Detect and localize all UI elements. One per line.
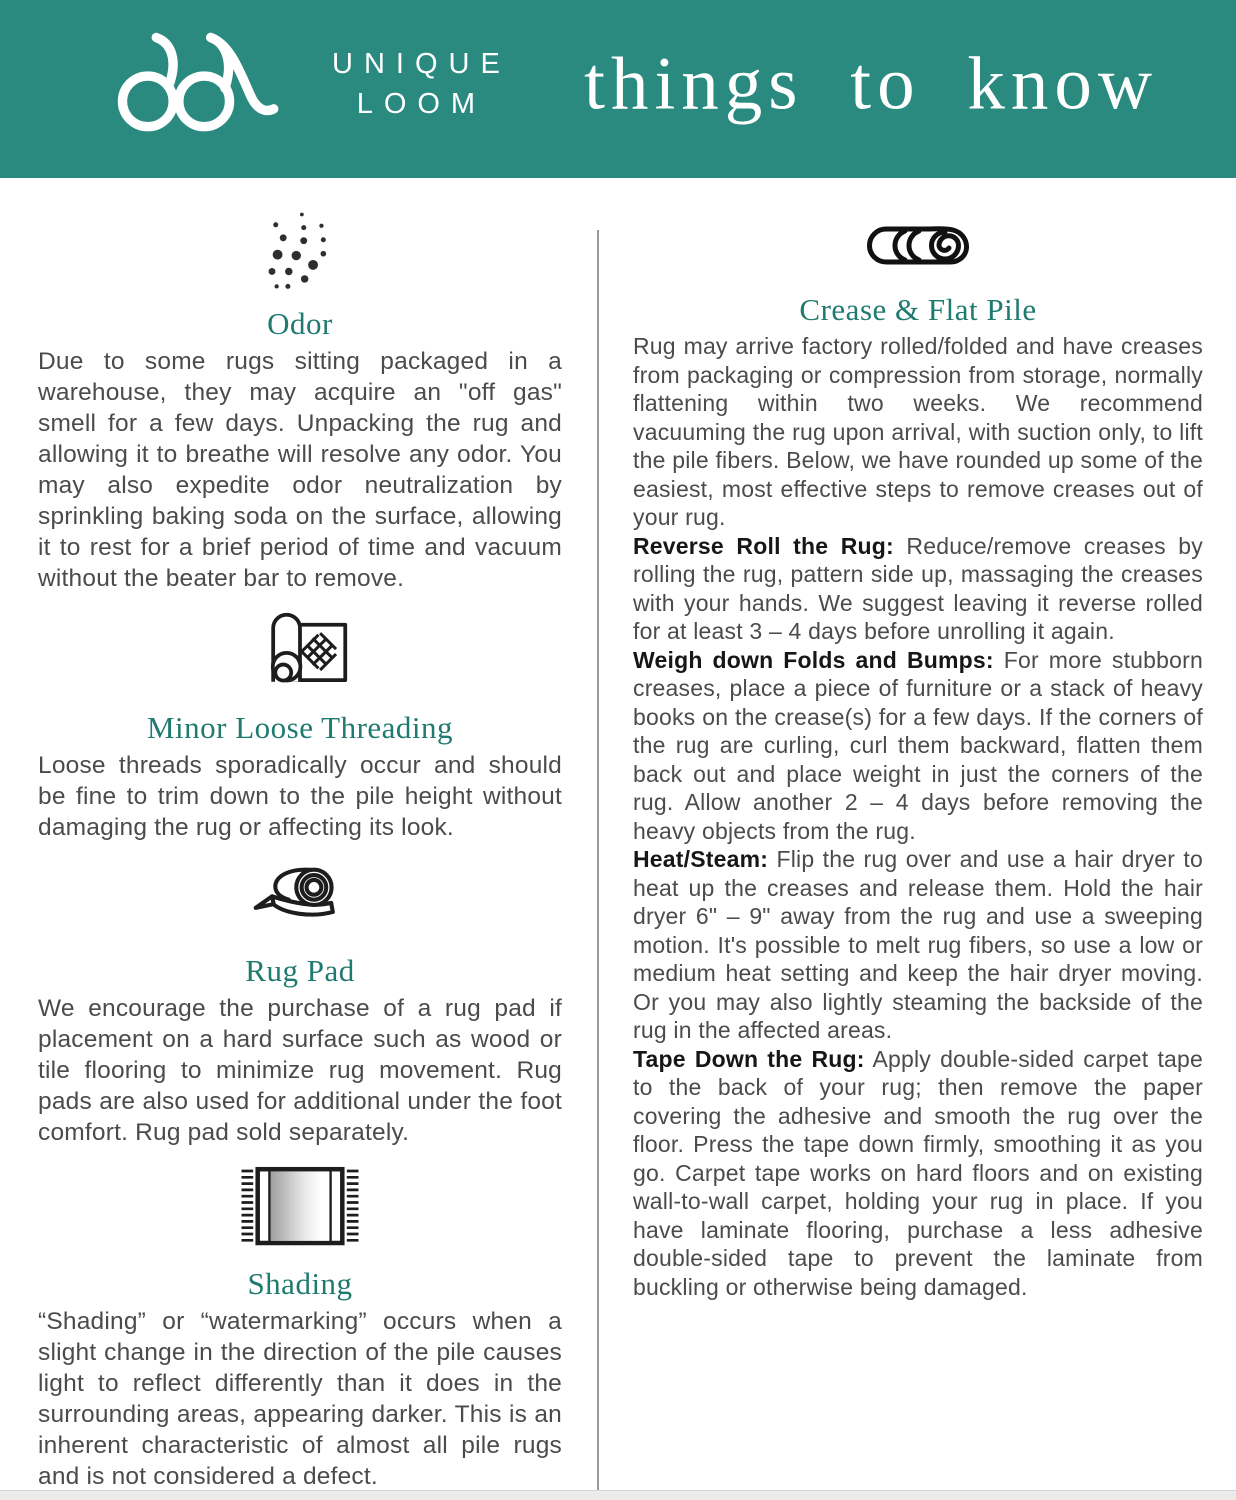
tip-weigh-down-label: Weigh down Folds and Bumps: xyxy=(633,646,994,673)
tip-heat-steam-label: Heat/Steam: xyxy=(633,846,769,872)
brand-line2: LOOM xyxy=(356,88,487,120)
section-shading xyxy=(38,1162,562,1492)
tip-heat-steam xyxy=(633,845,1203,1045)
rolled-rug-crosshatch-icon xyxy=(248,608,352,696)
rug-pad-roll-icon xyxy=(250,857,350,939)
section-odor xyxy=(38,208,562,594)
left-column xyxy=(38,178,562,1492)
unique-loom-logo-icon xyxy=(108,30,306,138)
tip-heat-steam-text: Flip the rug over and use a hair dryer to heat up the creases and release them. Hold the hair dryer 6" – 9" away from the rug and use a sweeping motion. It's possible to melt rug fibers, so use a low or medium heat setting and keep the hair dryer moving. Or you may also lightly steaming the backside of the rug in the affected areas. xyxy=(633,846,1203,1043)
rolled-rug-side-icon xyxy=(864,216,972,278)
brand-lockup xyxy=(108,30,511,138)
section-body-threading: Loose threads sporadically occur and should be fine to trim down to the pile height without damaging the rug or affecting its look. xyxy=(38,752,562,841)
odor-dots-icon xyxy=(267,208,333,292)
content-area xyxy=(0,178,1236,1491)
brand-line1: UNIQUE xyxy=(332,48,511,80)
section-body-rug-pad: We encourage the purchase of a rug pad if placement on a hard surface such as wood or tile flooring to minimize rug movement. Rug pads are also used for additional under the foot comfort. Rug pad sold separately. xyxy=(38,995,562,1146)
section-heading-odor: Odor xyxy=(267,306,333,341)
section-loose-threading xyxy=(38,608,562,843)
page-bottom-edge xyxy=(0,1490,1236,1500)
tip-weigh-down-text: For more stubborn creases, place a piece of furniture or a stack of heavy books on the crease(s) for a few days. If the corners of the rug are curling, curl them backward, flatten them back out and place weight in just the corners of the rug. Allow another 2 – 4 days before removing the heavy objects from the rug. xyxy=(633,646,1203,844)
section-heading-threading: Minor Loose Threading xyxy=(146,710,454,745)
section-crease-flat-pile xyxy=(633,216,1203,1301)
tip-reverse-roll xyxy=(633,532,1203,646)
tip-tape-down-text: Apply double-sided carpet tape to the back of your rug; then remove the paper covering the adhesive and smooth the rug over the floor. Press the tape down firmly, smoothing it as you go. Carpet tape works on hard floors and on existing wall-to-wall carpet, holding your rug in place. If you have laminate flooring, purchase a less adhesive double-sided tape to prevent the laminate from buckling or otherwise being damaged. xyxy=(633,1045,1204,1300)
section-heading-crease: Crease & Flat Pile xyxy=(799,292,1037,327)
section-heading-rug-pad: Rug Pad xyxy=(245,953,355,988)
tip-reverse-roll-label: Reverse Roll the Rug: xyxy=(633,532,894,559)
tip-tape-down xyxy=(633,1045,1203,1302)
tip-tape-down-label: Tape Down the Rug: xyxy=(633,1045,865,1072)
header-banner xyxy=(0,0,1236,178)
shading-rug-icon xyxy=(241,1162,359,1252)
section-intro-crease: Rug may arrive factory rolled/folded and have creases from packaging or compression from storage, normally flattening within two weeks. We recommend vacuuming the rug upon arrival, with suction only, to lift the pile fibers. Below, we have rounded up some of the easiest, most effective steps to remove creases out of your rug. xyxy=(633,333,1203,530)
brand-name xyxy=(332,44,511,124)
right-column xyxy=(633,178,1203,1301)
page-title: things to know xyxy=(584,42,1158,126)
section-body-odor: Due to some rugs sitting packaged in a warehouse, they may acquire an "off gas" smell for a few days. Unpacking the rug and allowing it to breathe will resolve any odor. You may also expedite odor neutralization by sprinkling baking soda on the surface, allowing it to rest for a brief period of time and vacuum without the beater bar to remove. xyxy=(38,348,562,592)
tip-weigh-down xyxy=(633,646,1203,846)
section-rug-pad xyxy=(38,857,562,1148)
tip-reverse-roll-text: Reduce/remove creases by rolling the rug, pattern side up, massaging the creases with your hands. We suggest leaving it reverse rolled for at least 3 – 4 days before unrolling it again. xyxy=(633,532,1203,644)
section-body-shading: “Shading” or “watermarking” occurs when a slight change in the direction of the pile causes light to reflect differently than it does in the surrounding areas, appearing darker. This is an inherent characteristic of almost all pile rugs and is not considered a defect. xyxy=(38,1308,562,1490)
column-divider xyxy=(597,230,599,1491)
section-heading-shading: Shading xyxy=(247,1266,353,1301)
